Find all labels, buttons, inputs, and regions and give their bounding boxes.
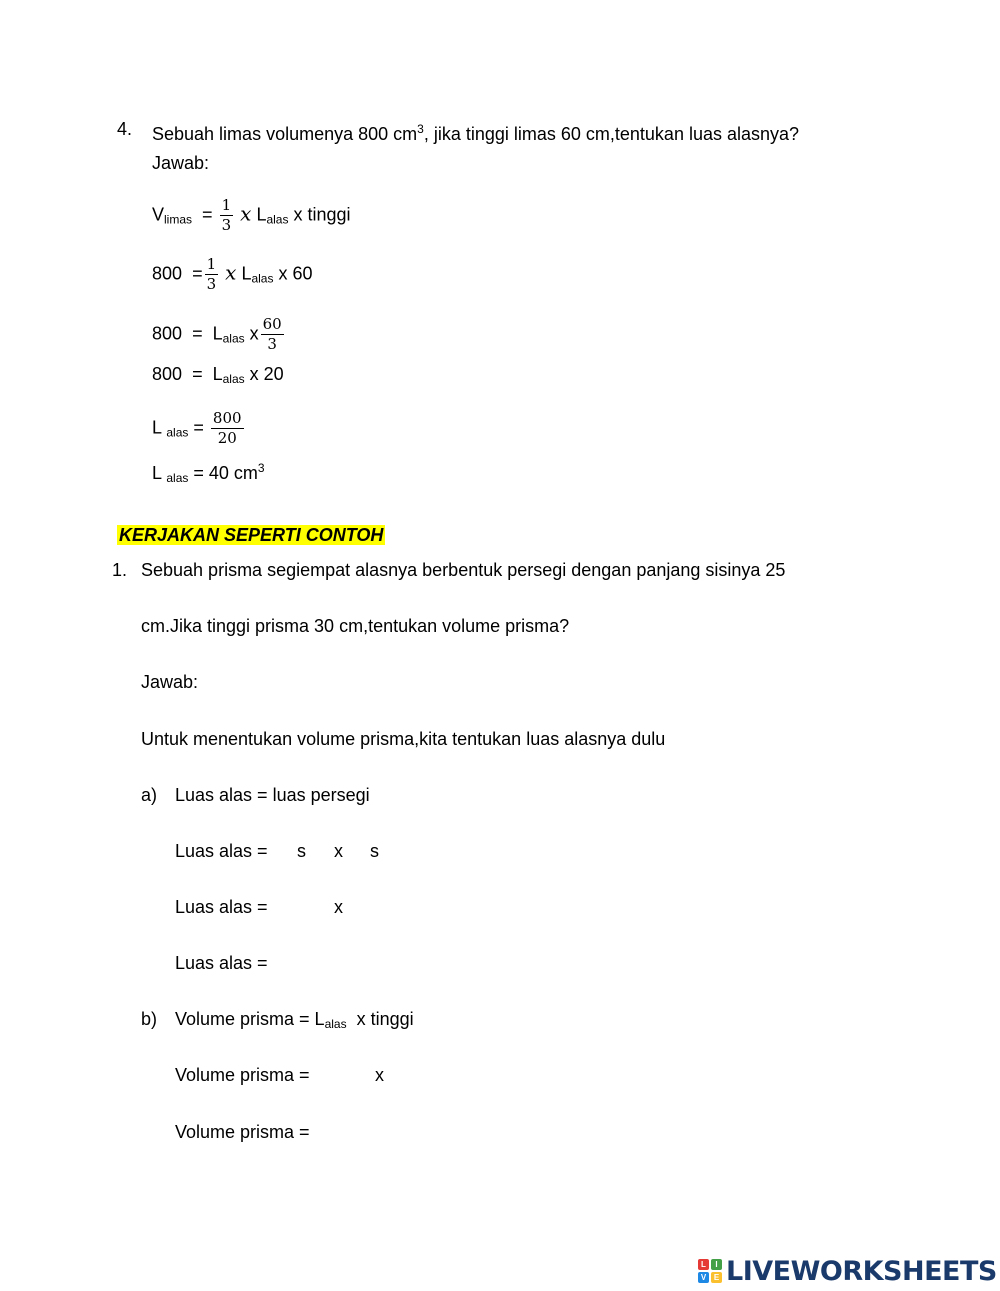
example-formula-line-6: L $_{alas}$ = 40 $cm^3$	[152, 461, 265, 485]
part-a-line-4: Luas alas =	[175, 953, 268, 973]
part-b-line-2-x: x	[375, 1065, 384, 1085]
part-a-line-2-s1: s	[297, 841, 306, 861]
part-a-label: a)	[141, 785, 158, 805]
part-a-line-1: Luas alas = luas persegi	[175, 785, 370, 805]
exercise-number: 1.	[112, 560, 128, 580]
fraction: $\frac{1}{3}$	[206, 255, 217, 293]
example-number: 4.	[117, 119, 133, 139]
example-formula-line-3: $800 = L_{alas}$ x $\frac{60}{3}$	[152, 315, 282, 353]
fraction: $\frac{800}{20}$	[212, 409, 242, 447]
answer-input-a2[interactable]	[356, 898, 400, 918]
answer-input-a1[interactable]	[285, 898, 329, 918]
part-b-line-2: Volume prisma =	[175, 1065, 310, 1085]
section-heading: KERJAKAN SEPERTI CONTOH	[119, 525, 384, 545]
example-formula-line-5: L $_{alas}$ = $\frac{800}{20}$	[152, 409, 242, 447]
part-a-line-2-x: x	[334, 841, 343, 861]
answer-input-b1[interactable]	[328, 1066, 372, 1086]
logo-text: LIVEWORKSHEETS	[726, 1255, 997, 1287]
exercise-question-line-2: cm.Jika tinggi prisma 30 cm,tentukan volume prisma?	[141, 616, 570, 636]
part-a-line-3-x: x	[334, 897, 343, 917]
part-b-label: b)	[141, 1009, 158, 1029]
exercise-question-line-1: Sebuah prisma segiempat alasnya berbentuk persegi dengan panjang sisinya 25	[141, 560, 786, 580]
example-formula-line-2: 800 = $\frac{1}{3}$ 𝑥 $L_{alas}$ x 60	[152, 255, 313, 293]
part-a-line-2-s2: s	[370, 841, 379, 861]
exercise-answer-label: Jawab:	[141, 672, 199, 692]
part-b-line-1: Volume prisma = $L_{alas}$ x tinggi	[175, 1009, 414, 1031]
exercise-intro: Untuk menentukan volume prisma,kita tentukan luas alasnya dulu	[141, 729, 666, 749]
answer-input-b3[interactable]	[328, 1123, 412, 1143]
answer-input-b2[interactable]	[396, 1066, 440, 1086]
example-answer-label: Jawab:	[152, 153, 210, 173]
part-a-line-2: Luas alas =	[175, 841, 268, 861]
part-b-line-3: Volume prisma =	[175, 1122, 310, 1142]
part-a-line-3: Luas alas =	[175, 897, 268, 917]
liveworksheets-logo	[698, 1257, 997, 1285]
fraction: $\frac{1}{3}$	[221, 196, 232, 234]
example-formula-line-4: $800 = L_{alas}$ x 20	[152, 364, 284, 386]
example-formula-line-1: $V_{limas}$ = $\frac{1}{3}$ 𝑥 $L_{alas}$ x tinggi	[152, 196, 351, 234]
logo-blocks-icon: L I V E	[698, 1259, 722, 1283]
answer-input-a3[interactable]	[285, 954, 369, 974]
example-question: Sebuah limas volumenya 800 $cm^3$, jika tinggi limas 60 cm,tentukan luas alasnya?	[152, 122, 800, 144]
fraction: $\frac{60}{3}$	[262, 315, 282, 353]
